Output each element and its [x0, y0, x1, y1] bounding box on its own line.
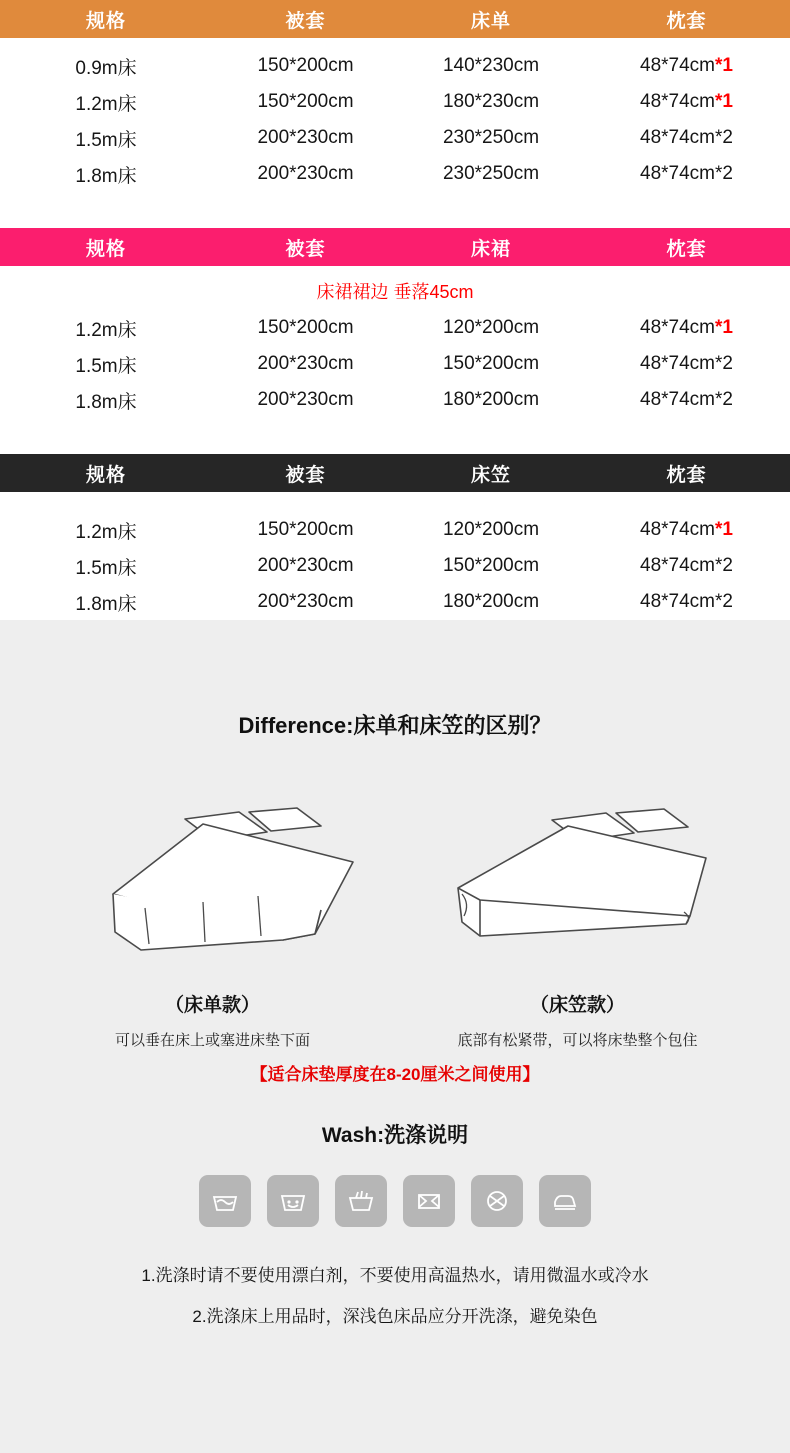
cell-spec: 1.8m床: [75, 391, 137, 413]
table-row: [0, 548, 790, 584]
fitted-sheet-bed-illustration: [405, 774, 750, 974]
cell-quilt: 150*200cm: [257, 91, 354, 112]
cell-pillow: [583, 317, 790, 339]
cell-spec: 1.5m床: [75, 129, 137, 151]
cell-pillow-count: *1: [715, 91, 733, 112]
cell-pillow-size: 48*74cm: [640, 555, 716, 576]
table-row: [0, 584, 790, 620]
fitted-sheet-column: [405, 774, 750, 1050]
cell-pillow-size: 48*74cm: [640, 55, 716, 76]
no-tumble-dry-icon: [471, 1175, 523, 1227]
cell-spec: 1.2m床: [75, 521, 137, 543]
cell-middle: 180*200cm: [442, 591, 540, 612]
table-row: [0, 120, 790, 156]
bed-illustrations: [0, 774, 790, 1050]
dry-flat-icon: [403, 1175, 455, 1227]
cell-quilt: 200*230cm: [257, 163, 354, 184]
cell-pillow-size: 48*74cm: [640, 91, 716, 112]
cell-pillow-count: *2: [715, 127, 733, 148]
cell-spec: 1.5m床: [75, 557, 137, 579]
column-header-spec: 规格: [85, 464, 126, 486]
cell-pillow: [583, 163, 790, 185]
cell-middle: 180*200cm: [442, 389, 540, 410]
bed-sheet-spec-table: [0, 0, 790, 192]
cell-spec: 1.8m床: [75, 165, 137, 187]
cell-quilt: 200*230cm: [257, 353, 354, 374]
cell-pillow: [583, 555, 790, 577]
flat-sheet-caption: （床单款）: [164, 995, 260, 1016]
cell-quilt: 150*200cm: [257, 317, 354, 338]
cell-pillow: [583, 55, 790, 77]
cell-pillow: [583, 353, 790, 375]
cell-middle: 150*200cm: [442, 555, 540, 576]
cell-pillow-size: 48*74cm: [640, 389, 716, 410]
table-row: [0, 382, 790, 418]
cell-pillow-size: 48*74cm: [640, 127, 716, 148]
mattress-thickness-note: 【适合床垫厚度在8-20厘米之间使用】: [250, 1065, 540, 1084]
column-header-pillow: 枕套: [666, 464, 707, 486]
column-header-pillow: 枕套: [666, 10, 707, 32]
wash-title: Wash:洗涤说明: [321, 1124, 469, 1147]
cell-pillow-size: 48*74cm: [640, 591, 716, 612]
wash-tub-icon: [199, 1175, 251, 1227]
cell-pillow: [583, 591, 790, 613]
cell-pillow-size: 48*74cm: [640, 519, 716, 540]
column-header-middle: 床单: [470, 10, 511, 32]
cell-pillow: [583, 127, 790, 149]
cell-quilt: 200*230cm: [257, 555, 354, 576]
cell-middle: 120*200cm: [442, 317, 540, 338]
difference-and-wash-section: [0, 620, 790, 1453]
cell-quilt: 200*230cm: [257, 591, 354, 612]
column-header-middle: 床笠: [470, 464, 511, 486]
wash-instructions: [0, 1261, 790, 1327]
wash-line: 2.洗涤床上用品时，深浅色床品应分开洗涤，避免染色: [192, 1307, 598, 1326]
flat-sheet-bed-illustration: [40, 774, 385, 974]
column-header-quilt: 被套: [285, 238, 326, 260]
cell-pillow-count: *1: [715, 519, 733, 540]
cell-quilt: 150*200cm: [257, 55, 354, 76]
cell-spec: 1.2m床: [75, 93, 137, 115]
table-row: [0, 84, 790, 120]
wash-icon-row: [0, 1175, 790, 1227]
cell-spec: 1.5m床: [75, 355, 137, 377]
table-row: [0, 156, 790, 192]
fitted-sheet-spec-table: [0, 454, 790, 620]
hand-wash-icon: [335, 1175, 387, 1227]
fitted-sheet-desc: 底部有松紧带，可以将床垫整个包住: [457, 1032, 698, 1049]
wash-line: 1.洗涤时请不要使用漂白剂，不要使用高温热水，请用微温水或冷水: [141, 1266, 649, 1285]
bed-skirt-drop-note: 床裙裙边 垂落45cm: [316, 282, 474, 302]
column-header-quilt: 被套: [285, 10, 326, 32]
cell-pillow-count: *1: [715, 317, 733, 338]
cell-pillow-count: *2: [715, 555, 733, 576]
cell-middle: 140*230cm: [442, 55, 540, 76]
table-row: [0, 346, 790, 382]
cell-pillow-count: *2: [715, 163, 733, 184]
column-header-quilt: 被套: [285, 464, 326, 486]
flat-sheet-column: [40, 774, 385, 1050]
cell-spec: 1.2m床: [75, 319, 137, 341]
table-row: [0, 48, 790, 84]
cell-middle: 180*230cm: [442, 91, 540, 112]
cell-pillow-size: 48*74cm: [640, 353, 716, 374]
cell-pillow: [583, 389, 790, 411]
cell-pillow: [583, 519, 790, 541]
no-bleach-icon: [267, 1175, 319, 1227]
bed-skirt-spec-table: [0, 228, 790, 418]
cell-quilt: 200*230cm: [257, 127, 354, 148]
cell-pillow-size: 48*74cm: [640, 163, 716, 184]
cell-spec: 0.9m床: [75, 57, 137, 79]
cell-middle: 120*200cm: [442, 519, 540, 540]
cell-pillow-size: 48*74cm: [640, 317, 716, 338]
cell-quilt: 200*230cm: [257, 389, 354, 410]
table-row: [0, 512, 790, 548]
cell-pillow-count: *2: [715, 353, 733, 374]
iron-low-icon: [539, 1175, 591, 1227]
flat-sheet-desc: 可以垂在床上或塞进床垫下面: [114, 1032, 310, 1049]
cell-middle: 230*250cm: [442, 127, 540, 148]
cell-pillow: [583, 91, 790, 113]
table-row: [0, 310, 790, 346]
cell-pillow-count: *2: [715, 591, 733, 612]
column-header-middle: 床裙: [470, 238, 511, 260]
cell-middle: 150*200cm: [442, 353, 540, 374]
column-header-spec: 规格: [85, 10, 126, 32]
column-header-pillow: 枕套: [666, 238, 707, 260]
cell-pillow-count: *2: [715, 389, 733, 410]
table-header-row: [0, 0, 790, 38]
cell-quilt: 150*200cm: [257, 519, 354, 540]
table-header-row: [0, 228, 790, 266]
cell-middle: 230*250cm: [442, 163, 540, 184]
cell-pillow-count: *1: [715, 55, 733, 76]
difference-title: Difference:床单和床笠的区别？: [238, 713, 552, 738]
cell-spec: 1.8m床: [75, 593, 137, 615]
table-header-row: [0, 454, 790, 492]
fitted-sheet-caption: （床笠款）: [529, 995, 625, 1016]
column-header-spec: 规格: [85, 238, 126, 260]
